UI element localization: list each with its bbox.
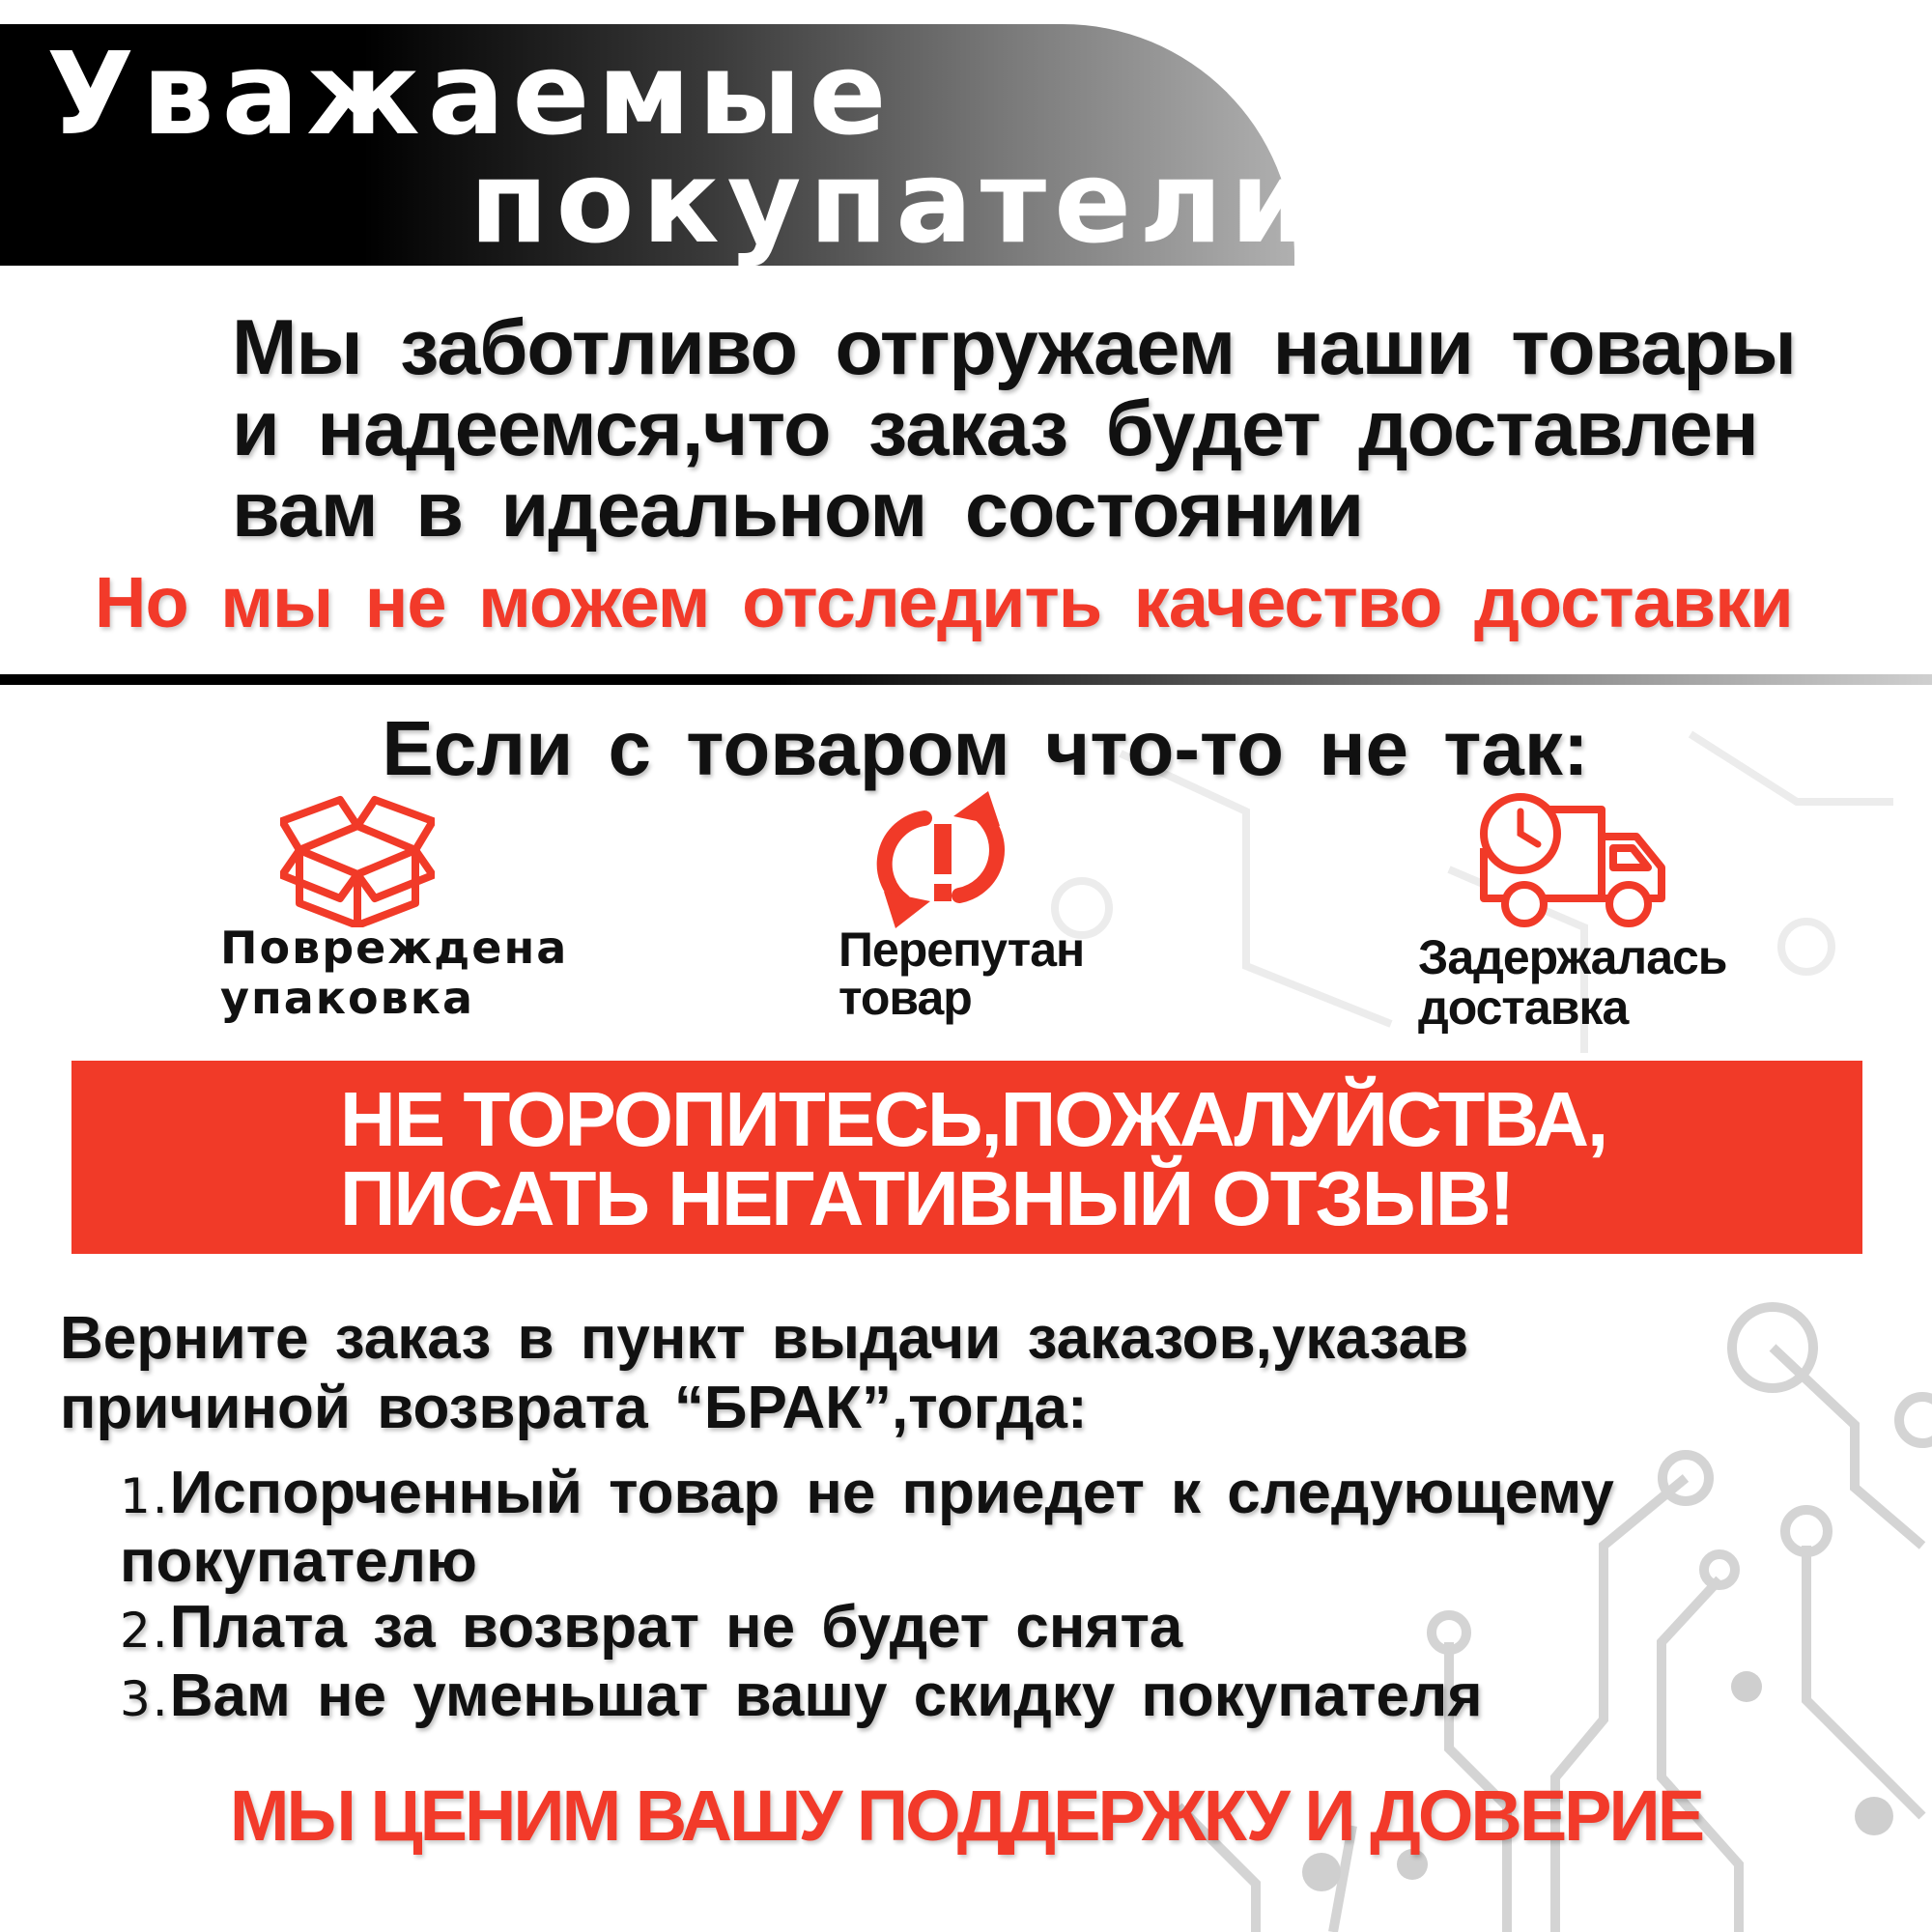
problem-label-delayed-delivery bbox=[1418, 932, 1727, 1033]
problem-label-mixed-up-item bbox=[838, 923, 1085, 1025]
header-title-line2: покупатели! bbox=[469, 135, 1378, 269]
list-item bbox=[120, 1461, 1614, 1529]
list-item-text: Плата за возврат не будет снята bbox=[169, 1594, 1183, 1661]
intro-line: Мы заботливо отгружаем наши товары bbox=[232, 304, 1796, 391]
warning-banner-line: НЕ ТОРОПИТЕСЬ,ПОЖАЛУЙСТВА, bbox=[340, 1076, 1607, 1162]
list-item-text: Вам не уменьшат вашу скидку покупателя bbox=[169, 1662, 1483, 1729]
problem-label-line: Перепутан bbox=[838, 923, 1085, 977]
list-item bbox=[120, 1663, 1614, 1732]
list-number: 1. bbox=[120, 1468, 170, 1524]
return-instructions bbox=[60, 1304, 1468, 1443]
damaged-box-icon bbox=[280, 782, 435, 927]
list-number: 3. bbox=[120, 1671, 170, 1727]
problem-label-line: Задержалась bbox=[1418, 930, 1727, 984]
list-item bbox=[120, 1595, 1614, 1663]
problem-label-line: упаковка bbox=[220, 972, 475, 1024]
benefits-list bbox=[120, 1461, 1614, 1732]
delivery-quality-note: Но мы не можем отследить качество доставки bbox=[95, 562, 1793, 642]
list-number: 2. bbox=[120, 1603, 170, 1659]
mixed-up-item-icon bbox=[865, 787, 1019, 932]
warning-banner-line: ПИСАТЬ НЕГАТИВНЫЙ ОТЗЫВ! bbox=[340, 1155, 1514, 1241]
problems-title: Если с товаром что-то не так: bbox=[382, 705, 1589, 791]
problem-label-damaged-packaging bbox=[220, 923, 568, 1023]
footer-thanks: МЫ ЦЕНИМ ВАШУ ПОДДЕРЖКУ И ДОВЕРИЕ bbox=[229, 1776, 1703, 1856]
intro-line: вам в идеальном состоянии bbox=[232, 467, 1364, 554]
instructions-line: причиной возврата “БРАК”,тогда: bbox=[60, 1375, 1088, 1441]
problem-label-line: доставка bbox=[1418, 980, 1629, 1035]
problem-label-line: товар bbox=[838, 971, 972, 1025]
instructions-line: Верните заказ в пункт выдачи заказов,указав bbox=[60, 1305, 1469, 1372]
warning-banner-text bbox=[340, 1076, 1607, 1241]
problem-label-line: Повреждена bbox=[220, 922, 569, 974]
list-item-text-continued: покупателю bbox=[120, 1528, 477, 1595]
intro-line: и надеемся,что заказ будет доставлен bbox=[232, 385, 1758, 472]
section-divider bbox=[0, 674, 1932, 685]
delayed-delivery-truck-icon bbox=[1476, 790, 1669, 935]
intro-text bbox=[232, 304, 1874, 554]
list-item-text: Испорченный товар не приедет к следующему bbox=[169, 1460, 1614, 1526]
header-title-line1: Уважаемые bbox=[46, 27, 895, 160]
